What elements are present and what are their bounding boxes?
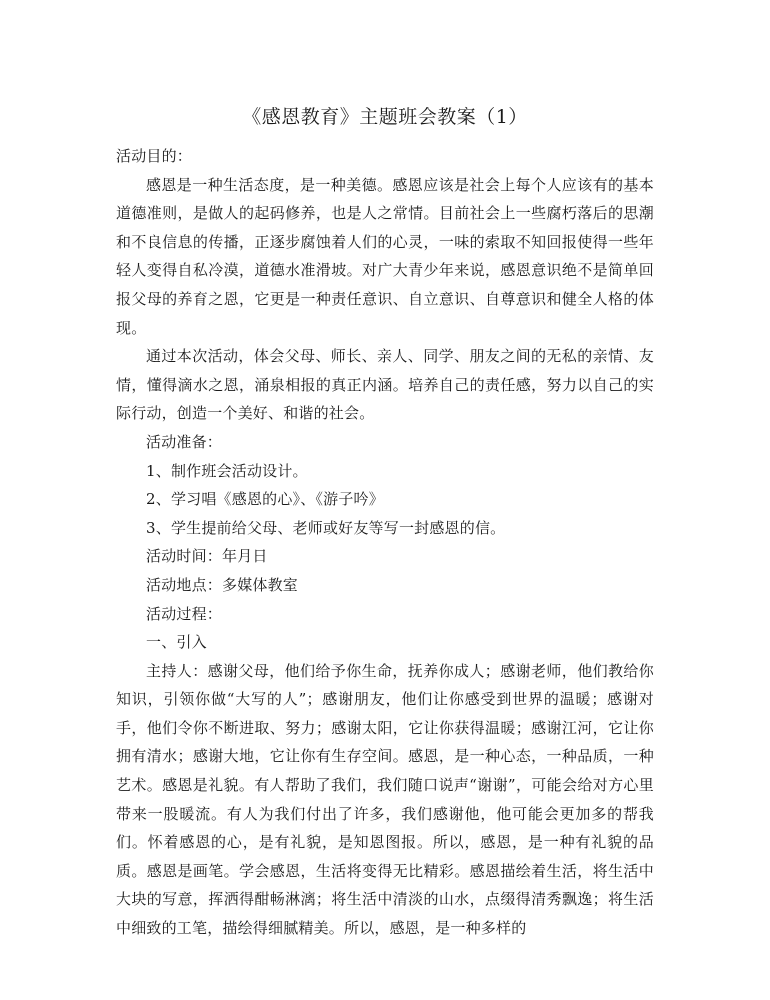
paragraph-activity-goal: 通过本次活动，体会父母、师长、亲人、同学、朋友之间的无私的亲情、友情，懂得滴水之恩，涌泉相报的真正内涵。培养自己的责任感，努力以自己的实际行动，创造一个美好、和谐的社会。 (116, 347, 654, 423)
paragraph-gratitude-intro: 感恩是一种生活态度，是一种美德。感恩应该是社会上每个人应该有的基本道德准则，是做人的起码修养，也是人之常情。目前社会上一些腐朽落后的思潮和不良信息的传播，正逐步腐蚀着人们的心灵，一味的索取不知回报使得一些年轻人变得自私冷漠，道德水准滑坡。对广大青少年来说，感恩意识绝不是简单回报父母的养育之恩，它更是一种责任意识、自立意识、自尊意识和健全人格的体现。 (116, 175, 654, 337)
list-item: 2、学习唱《感恩的心》、《游子吟》 (146, 490, 384, 509)
list-item: 3、学生提前给父母、老师或好友等写一封感恩的信。 (146, 518, 506, 537)
list-item: 1、制作班会活动设计。 (146, 461, 308, 480)
activity-location: 活动地点：多媒体教室 (146, 575, 299, 594)
paragraph-process-heading: 活动过程： (146, 604, 223, 623)
activity-time: 活动时间：年月日 (146, 547, 268, 566)
section-heading-introduction: 一、引入 (146, 633, 207, 652)
paragraph-purpose-heading: 活动目的： (116, 147, 193, 165)
document-title: 《感恩教育》主题班会教案（1） (242, 106, 528, 128)
paragraph-preparation-heading: 活动准备： (146, 432, 223, 451)
paragraph-host-speech: 主持人：感谢父母，他们给予你生命，抚养你成人；感谢老师，他们教给你知识，引领你做“大写的人”；感谢朋友，他们让你感受到世界的温暖；感谢对手，他们令你不断进取、努力；感谢太阳，它让你获得温暖；感谢江河，它让你拥有清水；感谢大地，它让你有生存空间。感恩，是一种心态，一种品质，一种艺术。感恩是礼貌。有人帮助了我们，我们随口说声“谢谢”，可能会给对方心里带来一股暖流。有人为我们付出了许多，我们感谢他，他可能会更加多的帮我们。怀着感恩的心，是有礼貌，是知恩图报。所以，感恩，是一种有礼貌的品质。感恩是画笔。学会感恩，生活将变得无比精彩。感恩描绘着生活，将生活中大块的写意，挥洒得酣畅淋漓；将生活中清淡的山水，点缀得清秀飘逸；将生活中细致的工笔，描绘得细腻精美。所以，感恩，是一种多样的 (116, 661, 654, 938)
